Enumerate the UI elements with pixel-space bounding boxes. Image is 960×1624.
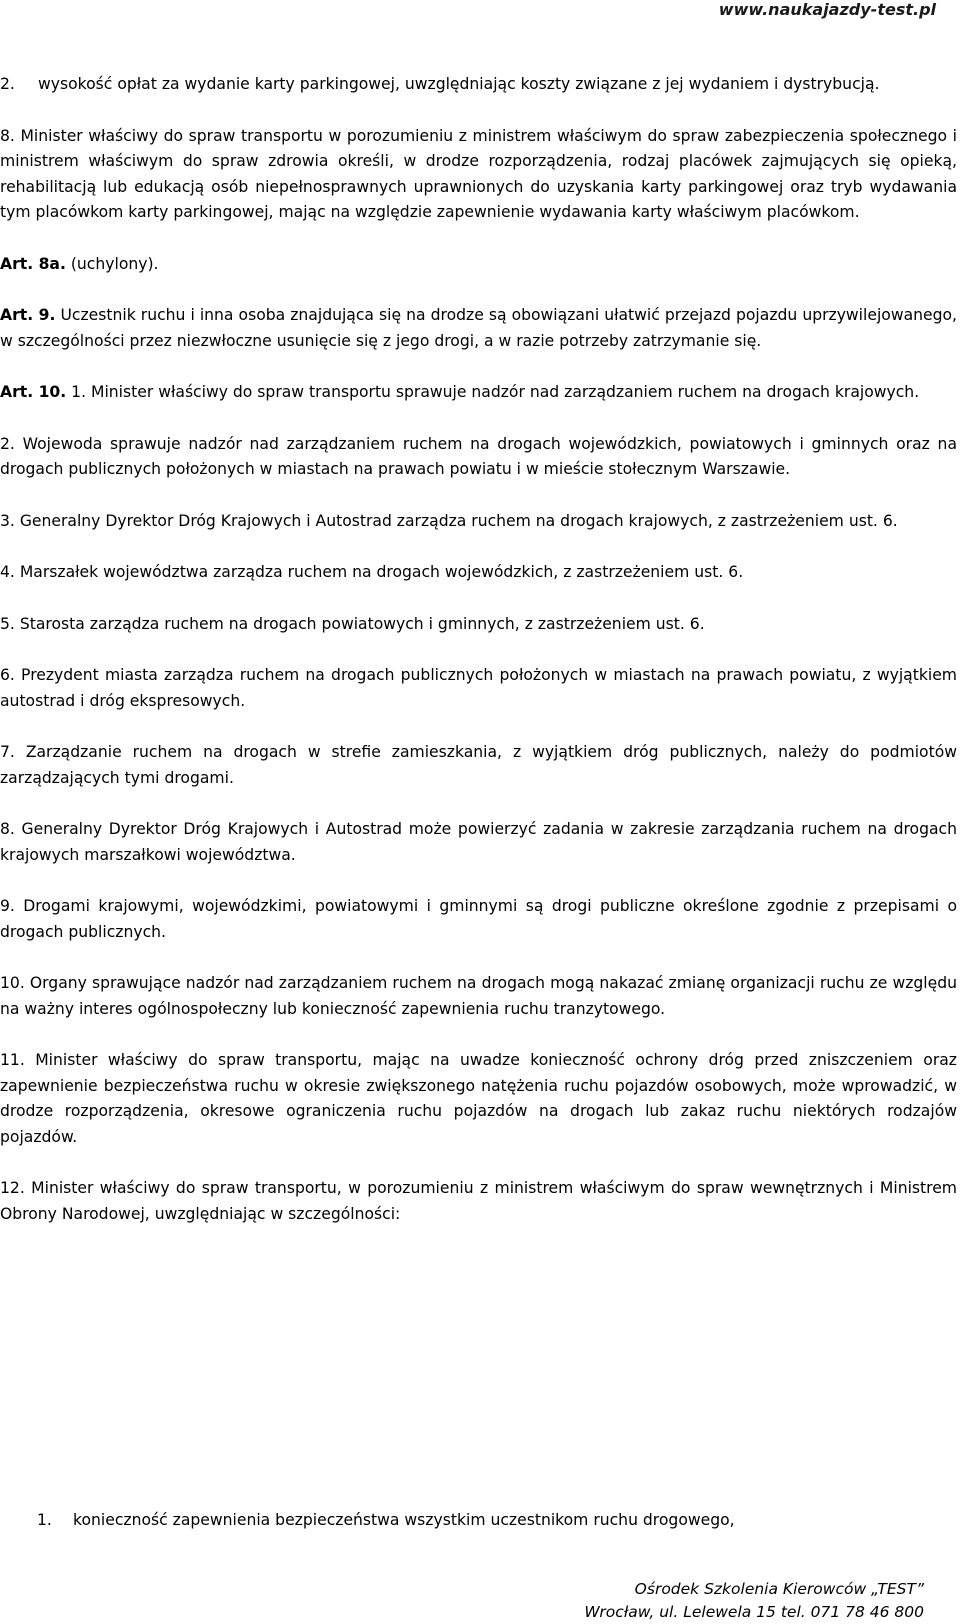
paragraph-10-12: 12. Minister właściwy do spraw transportu, w porozumieniu z ministrem właściwym do spraw wewnętrznych i Ministrem Obrony Narodowej, uwzględniając w szczególności: [0,1179,957,1223]
paragraph-10-4: 4. Marszałek województwa zarządza ruchem na drogach wojewódzkich, z zastrzeżeniem ust. 6. [0,563,744,581]
paragraph-item-2 [0,72,957,98]
article-label: Art. 9. [0,306,56,324]
paragraph-10-3: 3. Generalny Dyrektor Dróg Krajowych i Autostrad zarządza ruchem na drogach krajowych, z zastrzeżeniem ust. 6. [0,511,898,530]
paragraph-art-8a [0,252,957,278]
paragraph-10-5: 5. Starosta zarządza ruchem na drogach powiatowych i gminnych, z zastrzeżeniem ust. 6. [0,614,705,633]
article-label: Art. 10. [0,383,67,401]
paragraph-text: Uczestnik ruchu i inna osoba znajdująca się na drodze są obowiązani ułatwić przejazd pojazdu uprzywilejowanego, w szczególności przez niezwłoczne usunięcie się z jego drogi, a w razie potrzeby zatrzymanie się. [0,306,957,350]
paragraph-10-2: 2. Wojewoda sprawuje nadzór nad zarządzaniem ruchem na drogach wojewódzkich, powiatowych i gminnych oraz na drogach publicznych położonych w miastach na prawach powiatu i w mieście stołecznym Warszawie. [0,434,957,478]
paragraph-art-10 [0,380,957,406]
paragraph-10-6: 6. Prezydent miasta zarządza ruchem na drogach publicznych położonych w miastach na prawach powiatu, z wyjątkiem autostrad i dróg ekspresowych. [0,666,957,710]
footer-address: Wrocław, ul. Lelewela 15 tel. 071 78 46 800 [584,1603,924,1621]
article-label: Art. 8a. [0,254,66,273]
paragraph-text: wysokość opłat za wydanie karty parkingowej, uwzględniając koszty związane z jej wydaniem i dystrybucją. [38,75,880,93]
paragraph-10-7: 7. Zarządzanie ruchem na drogach w strefie zamieszkania, z wyjątkiem dróg publicznych, należy do podmiotów zarządzających tymi drogami. [0,743,957,787]
paragraph-8: 8. Minister właściwy do spraw transportu w porozumieniu z ministrem właściwym do spraw zabezpieczenia społecznego i ministrem właściwym do spraw zdrowia określi, w drodze rozporządzenia, rodzaj placówek zajmujących się opieką, rehabilitacją lub edukacją osób niepełnosprawnych uprawnionych do uzyskania karty parkingowej oraz tryb wydawania tym placówkom karty parkingowej, mając na względzie zapewnienie wydawania karty właściwym placówkom. [0,126,957,221]
footer [584,1578,924,1624]
paragraph-text: 1. Minister właściwy do spraw transportu sprawuje nadzór nad zarządzaniem ruchem na drogach krajowych. [66,383,920,401]
header-url: www.naukajazdy-test.pl [718,0,936,19]
paragraph-10-11: 11. Minister właściwy do spraw transportu, mając na uwadze konieczność ochrony dróg przed zniszczeniem oraz zapewnienie bezpieczeństwa ruchu w okresie zwiększonego natężenia ruchu pojazdów osobowych, może wprowadzić, w drodze rozporządzenia, okresowe ograniczenia ruchu pojazdów na drogach lub zakaz ruchu niektórych rodzajów pojazdów. [0,1051,957,1146]
paragraph-text: (uchylony). [65,254,159,273]
document-body [0,72,957,1227]
list-item [37,1508,936,1533]
paragraph-10-8: 8. Generalny Dyrektor Dróg Krajowych i Autostrad może powierzyć zadania w zakresie zarządzania ruchem na drogach krajowych marszałkowi województwa. [0,820,957,864]
item-number: 2. [0,75,15,93]
list-item-number: 1. [37,1511,52,1529]
paragraph-art-9 [0,303,957,354]
list-item-text: konieczność zapewnienia bezpieczeństwa wszystkim uczestnikom ruchu drogowego, [73,1511,735,1529]
footer-school-name: Ośrodek Szkolenia Kierowców „TEST” [634,1580,924,1598]
paragraph-10-10: 10. Organy sprawujące nadzór nad zarządzaniem ruchem na drogach mogą nakazać zmianę organizacji ruchu ze względu na ważny interes ogólnospołeczny lub konieczność zapewnienia ruchu tranzytowego. [0,974,957,1018]
paragraph-10-9: 9. Drogami krajowymi, wojewódzkimi, powiatowymi i gminnymi są drogi publiczne określone zgodnie z przepisami o drogach publicznych. [0,897,957,941]
